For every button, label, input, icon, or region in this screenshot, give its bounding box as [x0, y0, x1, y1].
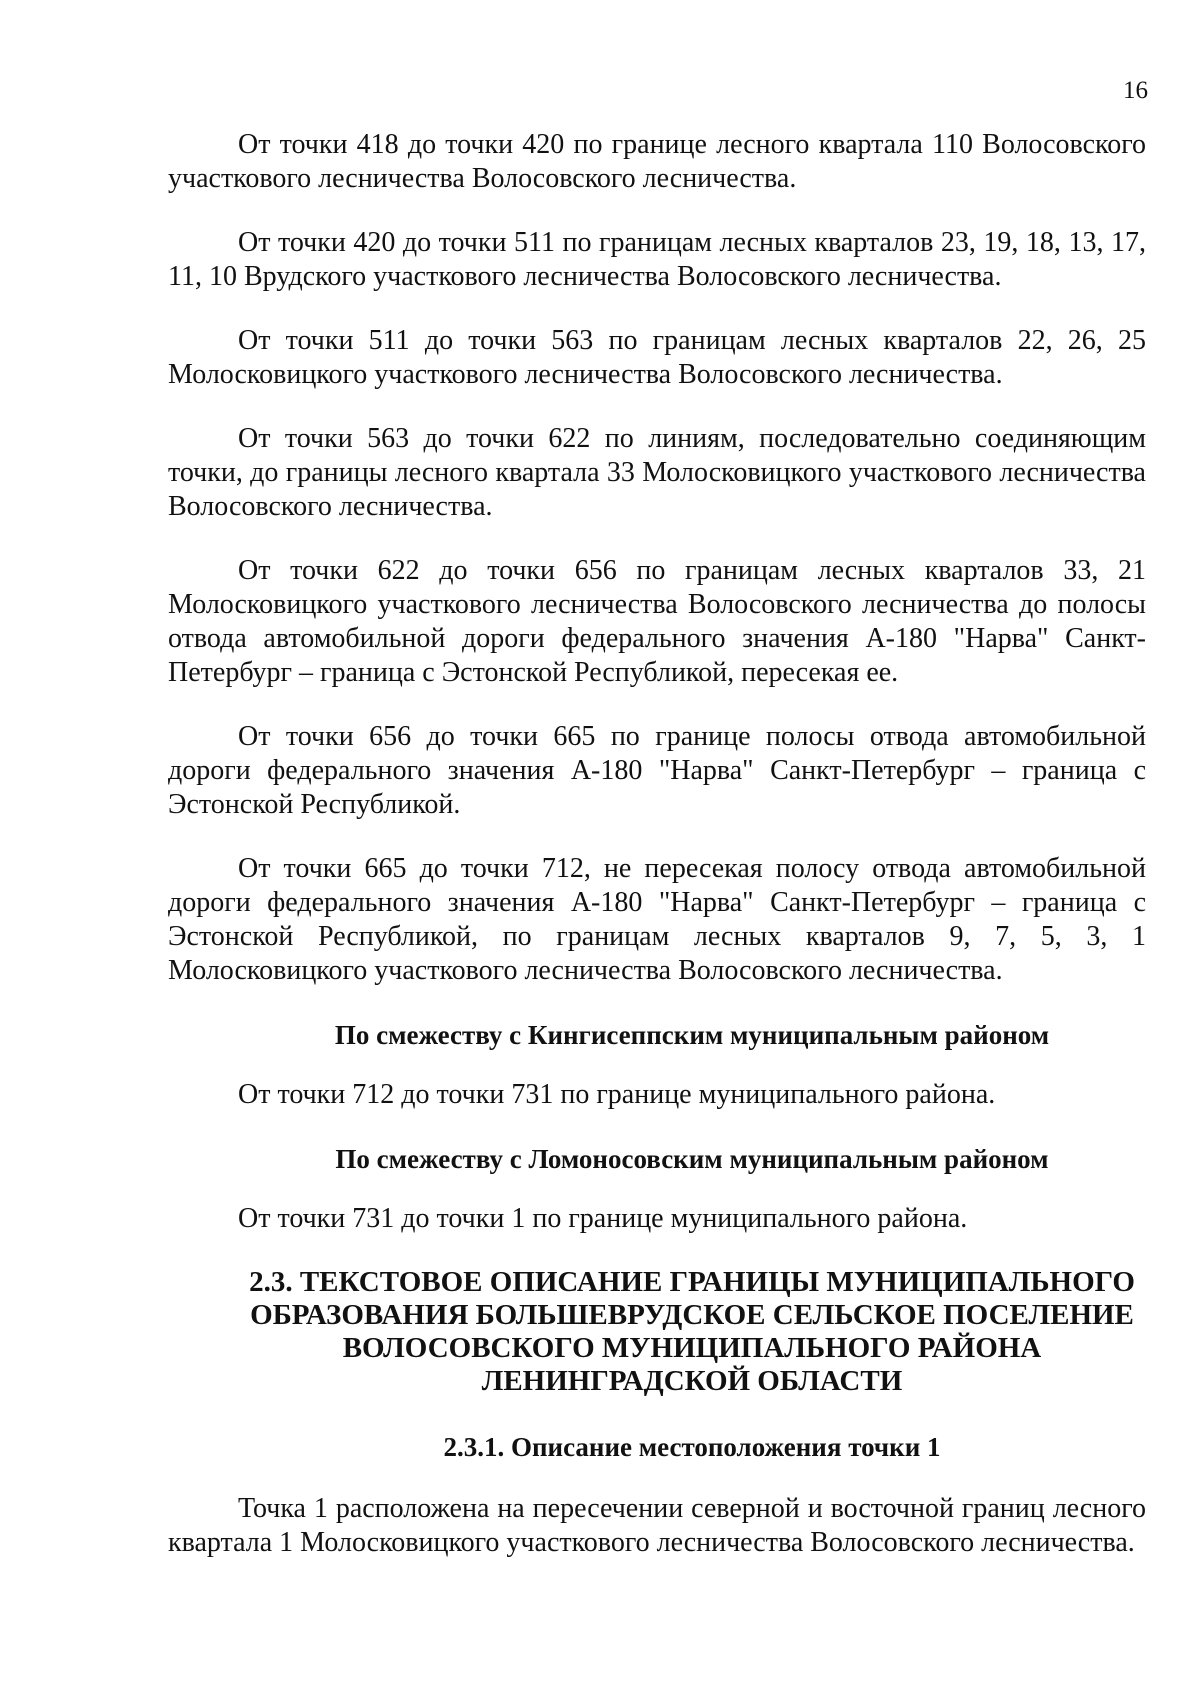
boundary-paragraph-656-665: От точки 656 до точки 665 по границе полосы отвода автомобильной дороги федерального значения А-180 "Нарва" Санкт-Петербург – граница с Эстонской Республикой.	[168, 721, 1146, 820]
section-2-3-heading-line: ЛЕНИНГРАДСКОЙ ОБЛАСТИ	[481, 1365, 903, 1397]
boundary-paragraph-712-731: От точки 712 до точки 731 по границе муниципального района.	[238, 1079, 996, 1110]
boundary-paragraph-420-511: От точки 420 до точки 511 по границам лесных кварталов 23, 19, 18, 13, 17, 11, 10 Врудского участкового лесничества Волосовского лесничества.	[168, 227, 1146, 292]
point-1-description: Точка 1 расположена на пересечении северной и восточной границ лесного квартала 1 Молосковицкого участкового лесничества Волосовского лесничества.	[168, 1493, 1146, 1558]
section-2-3-heading-line: ОБРАЗОВАНИЯ БОЛЬШЕВРУДСКОЕ СЕЛЬСКОЕ ПОСЕЛЕНИЕ	[250, 1299, 1134, 1331]
section-2-3-heading-line: 2.3. ТЕКСТОВОЕ ОПИСАНИЕ ГРАНИЦЫ МУНИЦИПАЛЬНОГО	[249, 1266, 1135, 1298]
section-2-3-heading	[168, 1266, 1146, 1398]
section-2-3-1-heading: 2.3.1. Описание местоположения точки 1	[443, 1432, 941, 1462]
section-2-3-heading-line: ВОЛОСОВСКОГО МУНИЦИПАЛЬНОГО РАЙОНА	[342, 1332, 1042, 1364]
boundary-paragraph-563-622: От точки 563 до точки 622 по линиям, последовательно соединяющим точки, до границы лесного квартала 33 Молосковицкого участкового лесничества Волосовского лесничества.	[168, 423, 1146, 522]
boundary-paragraph-511-563: От точки 511 до точки 563 по границам лесных кварталов 22, 26, 25 Молосковицкого участкового лесничества Волосовского лесничества.	[168, 325, 1146, 390]
heading-lomonosov-adjacency: По смежеству с Ломоносовским муниципальным районом	[335, 1144, 1049, 1174]
boundary-paragraph-622-656: От точки 622 до точки 656 по границам лесных кварталов 33, 21 Молосковицкого участкового лесничества Волосовского лесничества до полосы отвода автомобильной дороги федерального значения А-180 "Нарва" Санкт-Петербург – граница с Эстонской Республикой, пересекая ее.	[168, 555, 1146, 688]
heading-kingisepp-adjacency: По смежеству с Кингисеппским муниципальным районом	[334, 1020, 1050, 1050]
boundary-paragraph-665-712: От точки 665 до точки 712, не пересекая полосу отвода автомобильной дороги федерального значения А-180 "Нарва" Санкт-Петербург – граница с Эстонской Республикой, по границам лесных кварталов 9, 7, 5, 3, 1 Молосковицкого участкового лесничества Волосовского лесничества.	[168, 853, 1146, 986]
document-body	[168, 128, 1146, 1590]
boundary-paragraph-731-1: От точки 731 до точки 1 по границе муниципального района.	[238, 1203, 968, 1234]
boundary-paragraph-418-420: От точки 418 до точки 420 по границе лесного квартала 110 Волосовского участкового лесничества Волосовского лесничества.	[168, 129, 1146, 194]
page-number: 16	[1123, 77, 1148, 104]
